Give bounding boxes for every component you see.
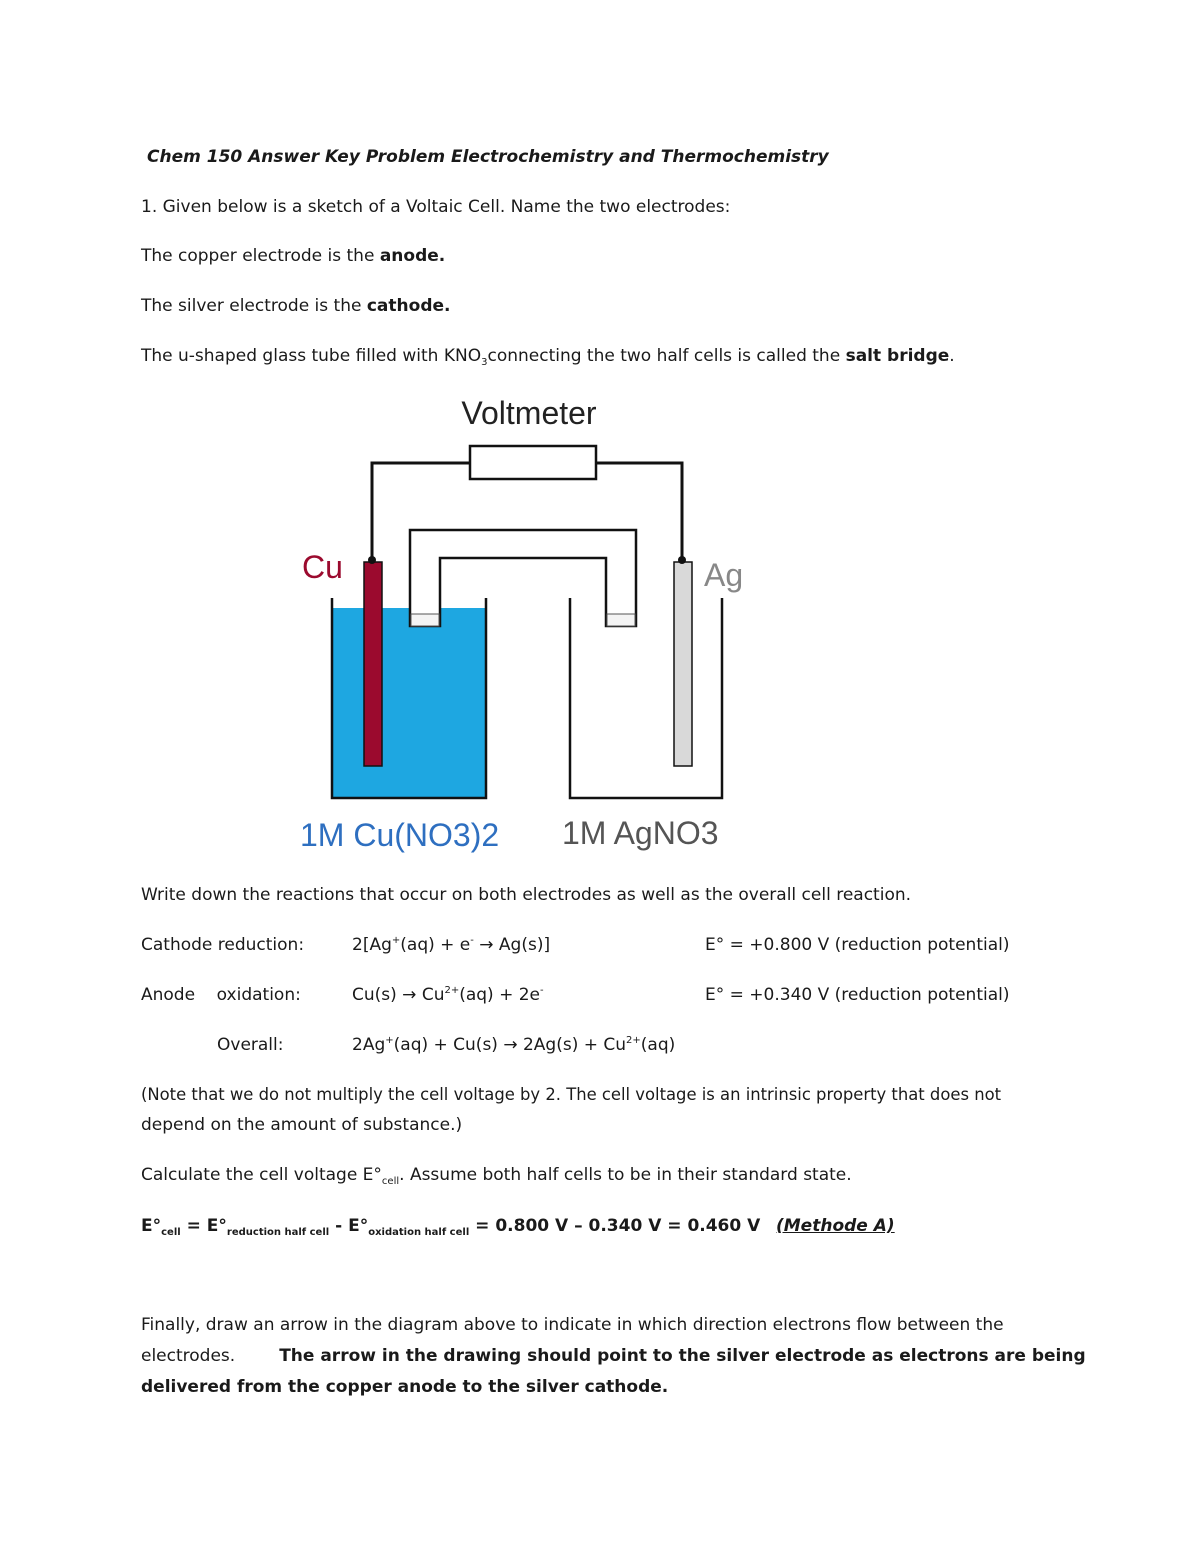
eq-sub: reduction half cell xyxy=(226,1227,330,1238)
eq-sub: cell xyxy=(161,1227,181,1238)
note-line-2: depend on the amount of substance.) xyxy=(141,1115,463,1135)
eq-part: E° xyxy=(141,1216,162,1236)
bridge-subscript: 3 xyxy=(481,357,488,368)
anode-eq-sup: 2+ xyxy=(444,985,460,996)
calc-prompt-part: . Assume both half cells to be in their standard state. xyxy=(399,1165,852,1185)
final-line-2-plain: electrodes. xyxy=(141,1346,236,1366)
eq-part: = E° xyxy=(180,1216,227,1236)
salt-bridge-statement xyxy=(141,344,955,368)
final-line-3: delivered from the copper anode to the silver cathode. xyxy=(141,1377,669,1397)
voltmeter-box xyxy=(470,446,596,479)
copper-electrode xyxy=(364,562,382,766)
right-solution-label: 1M AgNO3 xyxy=(562,815,719,851)
final-line-2 xyxy=(141,1344,1086,1368)
copper-solution xyxy=(332,608,486,798)
final-line-1: Finally, draw an arrow in the diagram above to indicate in which direction electrons flow between the xyxy=(141,1315,1004,1335)
salt-bridge-term: salt bridge xyxy=(845,346,950,366)
overall-eq-part: 2Ag xyxy=(352,1035,386,1055)
overall-eq-part: (aq) + Cu(s) → 2Ag(s) + Cu xyxy=(393,1035,627,1055)
copper-prefix: The copper electrode is the xyxy=(141,246,380,266)
silver-electrode xyxy=(674,562,692,766)
voltaic-cell-diagram xyxy=(290,390,760,860)
cathode-eq-part: 2[Ag xyxy=(352,935,392,955)
silver-terminal xyxy=(678,556,686,564)
salt-bridge-plug-left xyxy=(411,614,439,626)
copper-terminal xyxy=(368,556,376,564)
cathode-eq-part: → Ag(s)] xyxy=(473,935,551,955)
anode-equation xyxy=(352,983,544,1007)
calc-prompt-part: Calculate the cell voltage E° xyxy=(141,1165,382,1185)
eq-result: = 0.800 V – 0.340 V = 0.460 V xyxy=(469,1216,761,1236)
voltmeter-label: Voltmeter xyxy=(461,395,597,431)
overall-equation xyxy=(352,1033,675,1057)
final-line-2-bold: The arrow in the drawing should point to the silver electrode as electrons are being xyxy=(279,1346,1086,1366)
overall-label: Overall: xyxy=(217,1035,284,1055)
right-beaker xyxy=(570,598,722,798)
silver-electrode-statement xyxy=(141,294,450,318)
overall-eq-sup: + xyxy=(385,1035,394,1046)
anode-eq-part: (aq) + 2e xyxy=(459,985,541,1005)
anode-eq-sup: - xyxy=(540,985,544,996)
overall-eq-sup: 2+ xyxy=(626,1035,641,1046)
copper-electrode-statement xyxy=(141,244,445,268)
anode-potential: E° = +0.340 V (reduction potential) xyxy=(705,985,1010,1005)
cathode-label: Cathode reduction: xyxy=(141,935,305,955)
eq-sub: oxidation half cell xyxy=(368,1227,470,1238)
anode-label: Anode oxidation: xyxy=(141,985,301,1005)
cu-label: Cu xyxy=(302,549,343,585)
calc-prompt-sub: cell xyxy=(381,1176,400,1187)
methode-label: (Methode A) xyxy=(776,1216,895,1236)
cathode-eq-part: (aq) + e xyxy=(400,935,471,955)
calc-prompt xyxy=(141,1163,852,1187)
cathode-eq-sup: - xyxy=(470,935,474,946)
silver-prefix: The silver electrode is the xyxy=(141,296,367,316)
left-solution-label: 1M Cu(NO3)2 xyxy=(300,817,500,853)
anode-eq-part: Cu(s) → Cu xyxy=(352,985,445,1005)
bridge-mid: connecting the two half cells is called the xyxy=(487,346,846,366)
bridge-prefix: The u-shaped glass tube filled with KNO xyxy=(141,346,482,366)
question-1-intro: 1. Given below is a sketch of a Voltaic Cell. Name the two electrodes: xyxy=(141,197,731,217)
note-line-1: (Note that we do not multiply the cell voltage by 2. The cell voltage is an intrinsic property that does not xyxy=(141,1085,1002,1104)
bridge-end: . xyxy=(949,346,955,366)
overall-eq-part: (aq) xyxy=(640,1035,676,1055)
cell-voltage-equation xyxy=(141,1214,760,1238)
cathode-eq-sup: + xyxy=(391,935,401,946)
reactions-intro: Write down the reactions that occur on both electrodes as well as the overall cell reaction. xyxy=(141,885,912,905)
salt-bridge-plug-right xyxy=(607,614,635,626)
page-title: Chem 150 Answer Key Problem Electrochemistry and Thermochemistry xyxy=(147,147,829,167)
cathode-term: cathode. xyxy=(366,296,451,316)
anode-term: anode. xyxy=(379,246,446,266)
eq-part: - E° xyxy=(329,1216,369,1236)
cathode-equation xyxy=(352,933,550,957)
ag-label: Ag xyxy=(704,557,744,593)
cathode-potential: E° = +0.800 V (reduction potential) xyxy=(705,935,1010,955)
